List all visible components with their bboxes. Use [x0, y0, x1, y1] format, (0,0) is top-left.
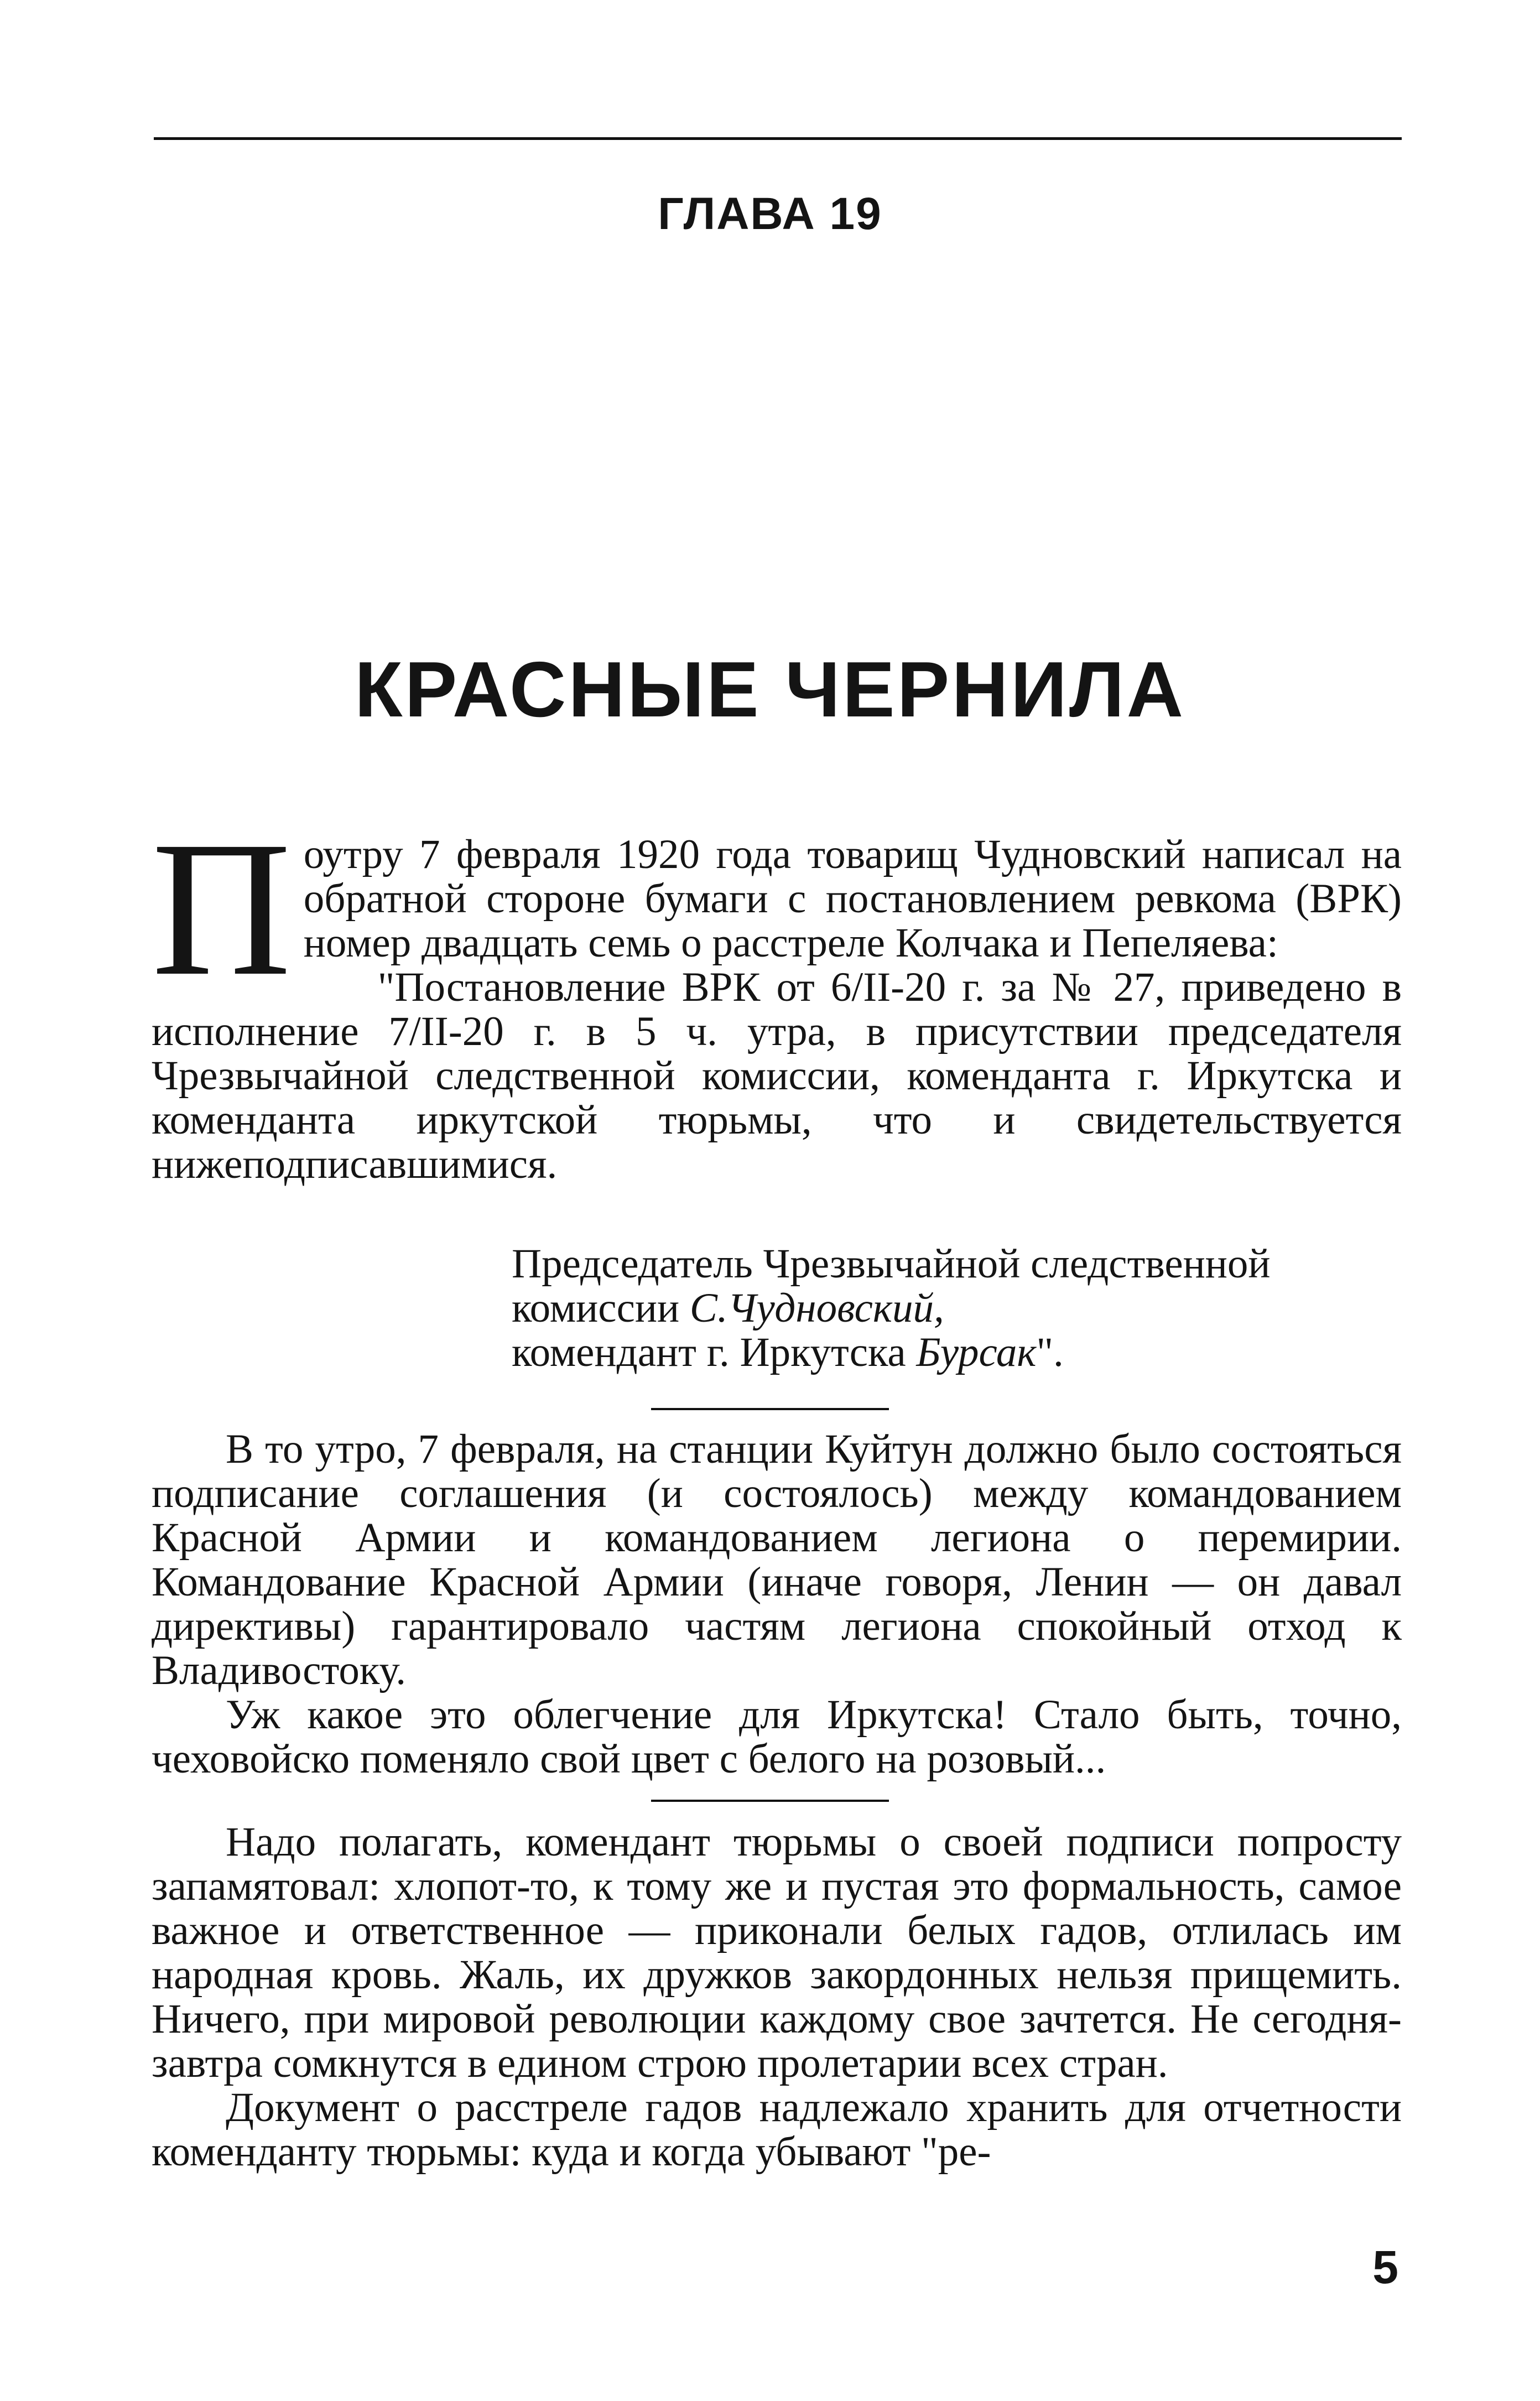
drop-cap: П [152, 801, 292, 1016]
chapter-label: ГЛАВА 19 [658, 189, 882, 239]
section-divider [651, 1800, 889, 1802]
paragraph: В то утро, 7 февраля, на станции Куйтун должно было состояться подписание соглашения (и состоялось) между командованием Красной Армии и командованием легиона о перемирии. Командование Красной Армии (иначе говоря, Ленин — он давал директивы) гарантировало частям легиона спокойный отход к Владивостоку. [152, 1426, 1402, 1693]
page-number: 5 [1372, 2241, 1398, 2293]
signature-line-2: комиссии С.Чудновский, [512, 1285, 944, 1331]
paragraph: Уж какое это облегчение для Иркутска! Стало быть, точно, чеховойско поменяло свой цвет с белого на розовый... [152, 1692, 1402, 1782]
signature-line-3: комендант г. Иркутска Бурсак". [512, 1329, 1064, 1375]
signature-block [512, 1242, 1452, 1375]
signer-name-chudnovsky: С.Чудновский, [689, 1285, 944, 1331]
section-3 [152, 1820, 1402, 2174]
paragraph: Документ о расстреле гадов надлежало хранить для отчетности коменданту тюрьмы: куда и когда убывают "ре- [152, 2085, 1402, 2175]
header-rule [154, 137, 1402, 140]
intro-paragraph [152, 801, 1402, 1016]
section-divider [651, 1408, 889, 1410]
paragraph: Надо полагать, комендант тюрьмы о своей подписи попросту запамятовал: хлопот-то, к тому же и пустая это формальность, самое важное и ответственное — приконали белых гадов, отлилась им народная кровь. Жаль, их дружков закордонных нельзя прищемить. Ничего, при мировой революции каждому свое зачтется. Не сегодня-завтра сомкнутся в едином строю пролетарии всех стран. [152, 1819, 1402, 2086]
signature-line-1: Председатель Чрезвычайной следственной [512, 1241, 1271, 1287]
intro-text: оутру 7 февраля 1920 года товарищ Чудновский написал на обратной стороне бумаги с постановлением ревкома (ВРК) номер двадцать семь о расстреле Колчака и Пепеляева: [303, 831, 1402, 966]
signer-name-bursak: Бурсак [916, 1329, 1037, 1375]
chapter-title: КРАСНЫЕ ЧЕРНИЛА [354, 646, 1186, 734]
document-quote: "Постановление ВРК от 6/II-20 г. за № 27, приведено в исполнение 7/II-20 г. в 5 ч. утра, в присутствии председателя Чрезвычайной следственной комиссии, коменданта г. Иркутска и коменданта иркутской тюрьмы, что и свидетельствуется нижеподписавшимися. [152, 964, 1402, 1187]
section-2 [152, 1427, 1402, 1781]
intro-block [152, 801, 1402, 1187]
